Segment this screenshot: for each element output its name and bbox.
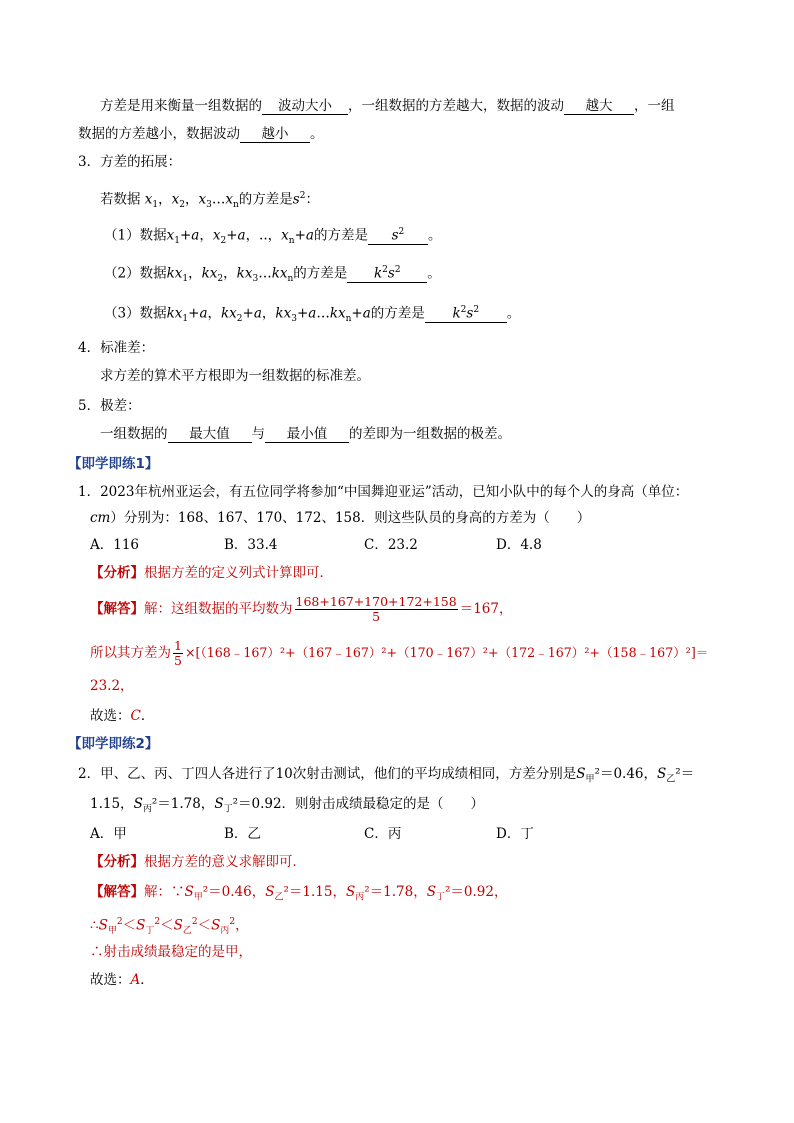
subscript: 乙 xyxy=(666,774,676,785)
choice-letter: A xyxy=(130,972,141,988)
intro-text: ，一组 xyxy=(634,98,675,114)
section-4-title: 4．标准差： xyxy=(78,340,155,356)
section-5-text xyxy=(100,424,511,444)
choice-text: 故选： xyxy=(90,708,131,724)
choice-text: ． xyxy=(140,972,154,988)
fraction-denominator: 5 xyxy=(174,653,182,668)
fraction-numerator: 1 xyxy=(174,638,182,653)
exercise-1-result: 23.2， xyxy=(90,678,134,694)
exercise-2-option-b[interactable]: B．乙 xyxy=(224,826,261,842)
answer-value: ²＝1.15， xyxy=(283,884,346,900)
exercise-1-choice xyxy=(90,706,154,726)
exercise-1-analysis xyxy=(90,563,333,583)
mean-fraction xyxy=(295,595,458,624)
subscript: 丁 xyxy=(223,804,233,815)
exercise-1-variance-line xyxy=(90,638,708,668)
intro-text: 。 xyxy=(310,126,324,142)
choice-letter: C xyxy=(130,708,141,724)
blank-answer-3: $k^2s^2$ xyxy=(425,302,507,323)
therefore-symbol: ∴ xyxy=(90,917,99,934)
blank-fluctuation xyxy=(262,98,348,115)
intro-text: 数据的方差越小，数据波动 xyxy=(78,126,240,142)
section-3-item-1: （1）数据$x_1+a$，$x_2+a$，..，$x_n+a$的方差是 $s^2$ 。 xyxy=(104,224,441,251)
exercise-1-option-a[interactable]: A．116 xyxy=(90,537,140,553)
exercise-2-option-c[interactable]: C．丙 xyxy=(364,826,402,842)
variance-text: 所以其方差为 xyxy=(90,645,171,661)
exercise-2-option-a[interactable]: A．甲 xyxy=(90,826,127,842)
blank-text: 越大 xyxy=(585,98,613,114)
analysis-tag: 【分析】 xyxy=(90,565,144,581)
blank-text: 波动大小 xyxy=(278,98,332,114)
exercise-1-question-line-1: 1．2023年杭州亚运会，有五位同学将参加“中国舞迎亚运”活动，已知小队中的每个人的身高（单位： xyxy=(78,484,689,500)
item-text: （1）数据 xyxy=(104,227,167,244)
question-text: ²＝ xyxy=(675,766,695,782)
question-text: 2．甲、乙、丙、丁四人各进行了10次射击测试，他们的平均成绩相同，方差分别是 xyxy=(78,766,577,782)
exercise-1-header: 【即学即练1】 xyxy=(68,456,159,472)
answer-value: ²＝0.46， xyxy=(202,884,266,900)
exercise-1-option-c[interactable]: C．23.2 xyxy=(364,537,418,553)
item-text: 。 xyxy=(506,305,521,322)
subscript: 甲 xyxy=(193,892,203,903)
less-than: ＜ xyxy=(160,917,174,934)
blank-text: 越小 xyxy=(261,126,289,142)
cond-text: 若数据 xyxy=(100,191,141,208)
section-5-title: 5．极差： xyxy=(78,398,141,414)
blank-answer-1: $s^2$ xyxy=(368,224,428,245)
subscript: 甲 xyxy=(107,926,117,937)
exercise-2-question-line-1: 2．甲、乙、丙、丁四人各进行了10次射击测试，他们的平均成绩相同，方差分别是$S_甲^2=0.46$，$S_乙^2=$ xyxy=(78,766,695,785)
item-text: （3）数据 xyxy=(104,305,167,322)
item-text: 。 xyxy=(427,227,442,244)
answer-tag: 【解答】 xyxy=(90,601,144,617)
range-text: 的差即为一组数据的极差。 xyxy=(349,426,511,442)
blank-smaller xyxy=(240,126,310,143)
subscript: 丙 xyxy=(355,892,365,903)
exercise-1-answer xyxy=(90,594,512,624)
exercise-2-header: 【即学即练2】 xyxy=(68,736,159,752)
exercise-2-answer: 【解答】解：$\because S_甲^2=0.46$，$S_乙^2=1.15$，$S_丙^2=1.78$，$S_丁^2=0.92$， xyxy=(90,884,508,903)
answer-value: ²＝1.78， xyxy=(364,884,427,900)
section-3-item-2: （2）数据$kx_1$，$kx_2$，$kx_3\dots kx_n$的方差是 $k^2s^2$ 。 xyxy=(104,262,441,289)
section-3-item-3: （3）数据$kx_1+a$，$kx_2+a$，$kx_3+a\dots kx_n+a$的方差是 $k^2s^2$ 。 xyxy=(104,302,520,329)
subscript: 丁 xyxy=(145,926,155,937)
section-4-text: 求方差的算术平方根即为一组数据的标准差。 xyxy=(100,368,370,384)
unit-text: cm xyxy=(90,510,111,526)
exercise-2-comparison: $\therefore S_甲^2<S_丁^2<S_乙^2<S_丙^2$， xyxy=(90,917,249,937)
subscript: 丙 xyxy=(220,926,230,937)
question-text: ²＝0.46， xyxy=(594,766,658,782)
subscript: 丙 xyxy=(142,804,152,815)
choice-text: ． xyxy=(140,708,155,724)
item-text: （2）数据 xyxy=(104,265,167,282)
exercise-1-option-b[interactable]: B．33.4 xyxy=(224,537,278,553)
blank-min xyxy=(265,426,349,443)
cond-text: 的方差是 xyxy=(238,191,293,208)
intro-text: 方差是用来衡量一组数据的 xyxy=(100,98,262,114)
exercise-2-option-d[interactable]: D．丁 xyxy=(496,826,534,842)
blank-answer-2: $k^2s^2$ xyxy=(347,262,427,283)
answer-text: ＝167， xyxy=(459,601,513,617)
question-text: ²＝1.78， xyxy=(151,796,215,812)
subscript: 乙 xyxy=(182,926,192,937)
question-text: ）分别为：168、167、170、172、158．则这些队员的身高的方差为（ ） xyxy=(110,510,591,526)
fraction-numerator: 168+167+170+172+158 xyxy=(295,594,457,609)
item-text: 的方差是 xyxy=(293,265,348,282)
item-text: 的方差是 xyxy=(370,305,425,322)
blank-max xyxy=(168,426,252,443)
intro-line-1 xyxy=(100,96,675,116)
exercise-2-conclusion: ∴射击成绩最稳定的是甲， xyxy=(90,944,252,960)
analysis-text: 根据方差的定义列式计算即可． xyxy=(144,565,333,581)
exercise-1-option-d[interactable]: D．4.8 xyxy=(496,537,542,553)
less-than: ＜ xyxy=(197,917,212,934)
intro-line-2 xyxy=(78,124,324,144)
section-3-title: 3．方差的拓展： xyxy=(78,154,182,170)
section-3-condition: 若数据 $x_1$，$x_2$，$x_3\dots x_n$的方差是$s^2$： xyxy=(100,191,319,211)
exercise-2-choice xyxy=(90,970,154,990)
exercise-2-question-line-2: 1.15，$S_丙^2=1.78$，$S_丁^2=0.92$．则射击成绩最稳定的是（ ） xyxy=(90,796,485,815)
question-text: ²＝0.92．则射击成绩最稳定的是（ ） xyxy=(232,796,485,812)
blank-text: 最小值 xyxy=(286,426,328,442)
item-text: 。 xyxy=(427,265,441,282)
answer-value: ²＝0.92， xyxy=(445,884,508,900)
variance-text: ×[（168﹣167）²+（167﹣167）²+（170﹣167）²+（172﹣167）²+（158﹣167）²]＝ xyxy=(184,645,709,660)
analysis-text: 根据方差的意义求解即可． xyxy=(144,854,306,870)
intro-text: ，一组数据的方差越大，数据的波动 xyxy=(348,98,564,114)
item-text: 的方差是 xyxy=(313,227,368,244)
one-fifth-fraction xyxy=(173,639,183,668)
analysis-tag: 【分析】 xyxy=(90,854,144,870)
exercise-1-question-line-2 xyxy=(90,508,590,528)
range-text: 一组数据的 xyxy=(100,426,168,442)
fraction-denominator: 5 xyxy=(372,609,381,624)
blank-larger xyxy=(564,98,634,115)
question-text: 1.15， xyxy=(90,796,134,812)
range-text: 与 xyxy=(251,426,265,442)
subscript: 乙 xyxy=(274,892,284,903)
answer-text: 解：∵ xyxy=(144,884,185,900)
choice-text: 故选： xyxy=(90,972,131,988)
answer-tag: 【解答】 xyxy=(90,884,144,900)
answer-text: 解：这组数据的平均数为 xyxy=(144,601,293,617)
subscript: 丁 xyxy=(436,892,446,903)
comma: ， xyxy=(235,917,249,934)
subscript: 甲 xyxy=(585,774,595,785)
less-than: ＜ xyxy=(122,917,137,934)
exercise-2-analysis xyxy=(90,852,306,872)
blank-text: 最大值 xyxy=(189,426,230,442)
